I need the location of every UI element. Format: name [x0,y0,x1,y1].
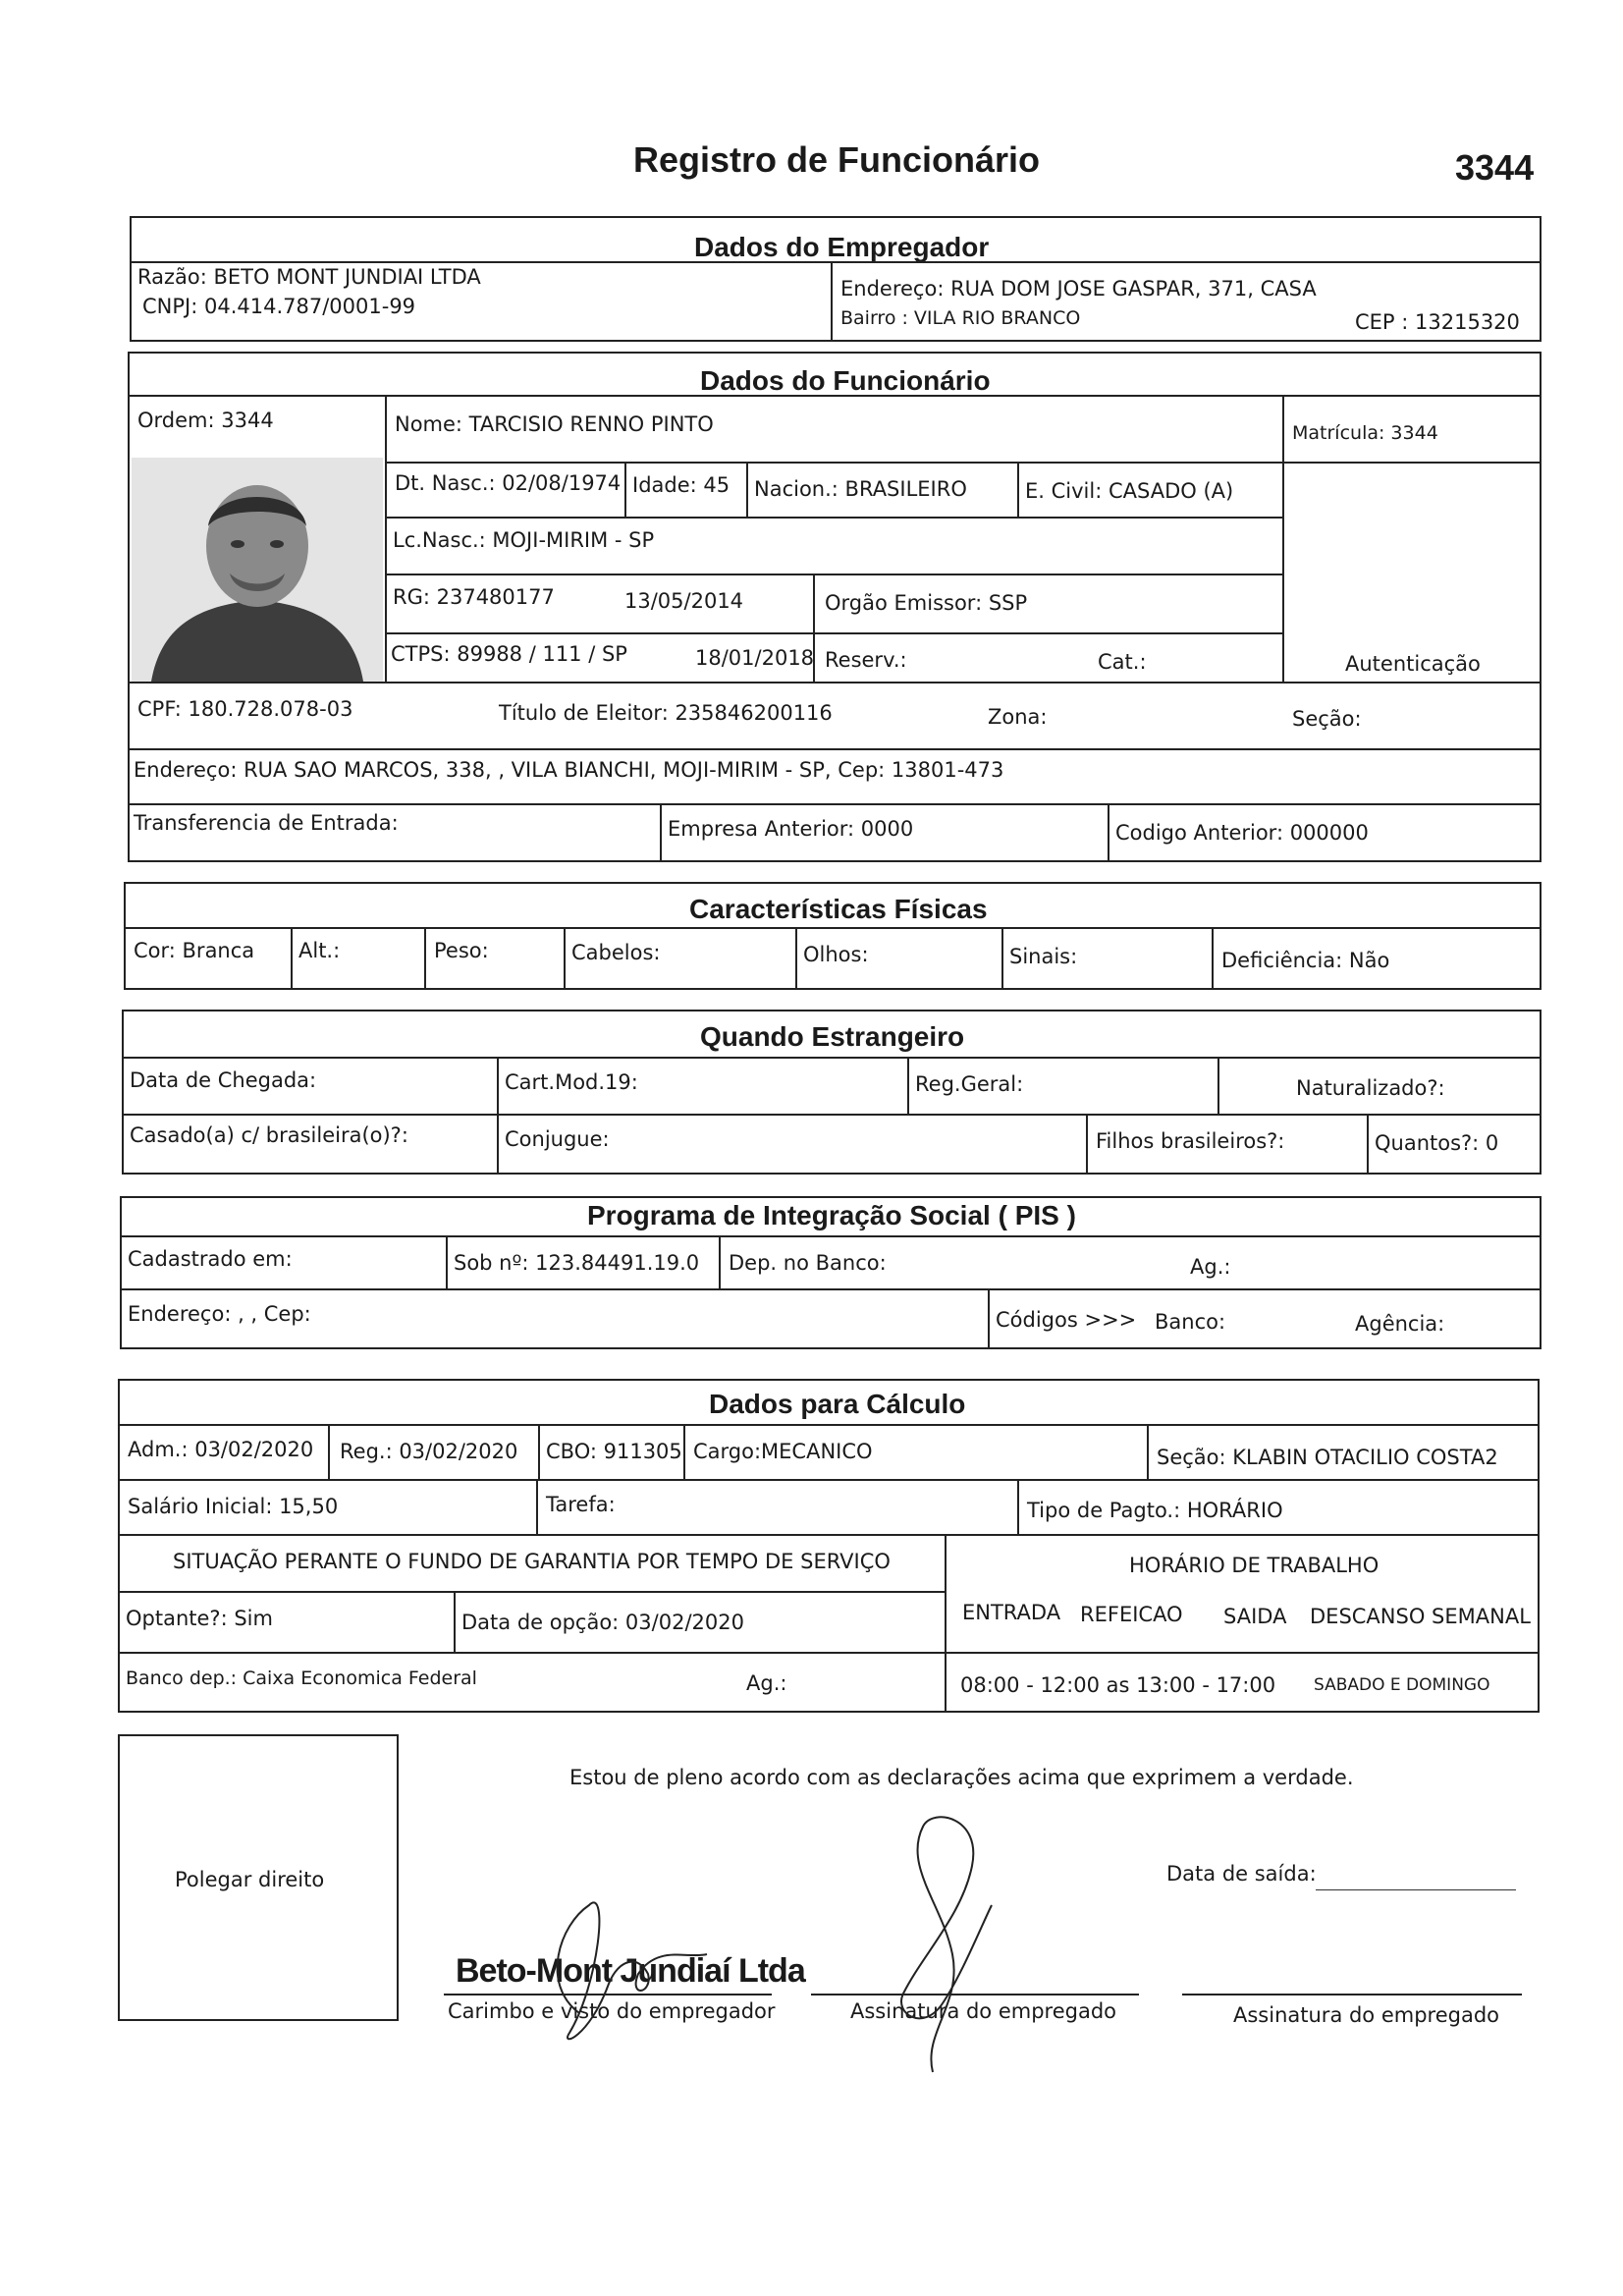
employee-transferencia: Transferencia de Entrada: [134,811,399,835]
employee-cat: Cat.: [1098,650,1147,674]
foreigner-reg-geral: Reg.Geral: [915,1072,1024,1096]
horario-saida-label: SAIDA [1223,1605,1287,1628]
fgts-optante: Optante?: Sim [126,1607,273,1630]
foreigner-section-title: Quando Estrangeiro [700,1021,965,1052]
employee-matricula: Matrícula: 3344 [1292,422,1438,444]
horario-title: HORÁRIO DE TRABALHO [1129,1554,1380,1577]
physical-olhos: Olhos: [803,943,869,966]
employer-stamp-name: Beto-Mont Jundiaí Ltda [456,1952,805,1990]
authentication-label: Autenticação [1345,652,1481,676]
employee-titulo-eleitor: Título de Eleitor: 235846200116 [499,701,833,725]
thumbprint-label: Polegar direito [175,1868,325,1891]
employee-signature [864,1807,1021,2082]
employee-signature-label-1: Assinatura do empregado [850,1999,1117,2023]
foreigner-quantos: Quantos?: 0 [1375,1131,1499,1155]
exit-date-label: Data de saída: [1166,1862,1317,1886]
employee-estado-civil: E. Civil: CASADO (A) [1025,479,1234,503]
employee-nacionalidade: Nacion.: BRASILEIRO [754,477,967,501]
physical-sinais: Sinais: [1009,945,1078,968]
foreigner-data-chegada: Data de Chegada: [130,1068,317,1092]
physical-cor: Cor: Branca [134,939,255,962]
foreigner-casado: Casado(a) c/ brasileira(o)?: [130,1123,408,1147]
employee-ordem: Ordem: 3344 [137,409,274,432]
pis-ag: Ag.: [1190,1255,1231,1279]
employee-ctps-date: 18/01/2018 [695,646,815,670]
employee-orgao-emissor: Orgão Emissor: SSP [825,591,1028,615]
employee-secao: Seção: [1292,707,1362,731]
calc-section-title: Dados para Cálculo [709,1389,966,1419]
horario-value: 08:00 - 12:00 as 13:00 - 17:00 [960,1673,1276,1697]
employee-empresa-anterior: Empresa Anterior: 0000 [668,817,914,841]
document-title: Registro de Funcionário [633,139,1041,180]
employer-signature [501,1866,717,2052]
declaration-text: Estou de pleno acordo com as declarações acima que exprimem a verdade. [569,1766,1354,1789]
employer-section-title: Dados do Empregador [694,232,990,262]
calc-secao: Seção: KLABIN OTACILIO COSTA2 [1157,1446,1498,1469]
pis-agencia: Agência: [1355,1312,1445,1336]
physical-peso: Peso: [434,939,489,962]
employee-reserv: Reserv.: [825,648,907,672]
foreigner-naturalizado: Naturalizado?: [1296,1076,1445,1100]
foreigner-filhos: Filhos brasileiros?: [1096,1129,1285,1153]
horario-refeicao-label: REFEICAO [1080,1603,1183,1626]
physical-deficiencia: Deficiência: Não [1221,949,1390,972]
employee-rg: RG: 237480177 [393,585,555,609]
calc-cargo: Cargo:MECANICO [693,1440,873,1463]
calc-admissao: Adm.: 03/02/2020 [128,1438,314,1461]
pis-codigos: Códigos >>> [996,1308,1137,1332]
employee-section-title: Dados do Funcionário [700,365,991,396]
employee-dt-nasc: Dt. Nasc.: 02/08/1974 [395,471,622,495]
employee-codigo-anterior: Codigo Anterior: 000000 [1115,821,1369,845]
calc-section [118,1379,1540,1713]
pis-sob-numero: Sob nº: 123.84491.19.0 [454,1251,700,1275]
employee-idade: Idade: 45 [632,473,730,497]
pis-dep-banco: Dep. no Banco: [729,1251,887,1275]
employer-cnpj: CNPJ: 04.414.787/0001-99 [142,295,416,318]
foreigner-conjugue: Conjugue: [505,1127,610,1151]
physical-altura: Alt.: [298,939,341,962]
pis-address: Endereço: , , Cep: [128,1302,311,1326]
employee-signature-label-2: Assinatura do empregado [1233,2003,1500,2027]
pis-section-title: Programa de Integração Social ( PIS ) [587,1200,1076,1230]
employee-name: Nome: TARCISIO RENNO PINTO [395,412,714,436]
fgts-title: SITUAÇÃO PERANTE O FUNDO DE GARANTIA POR TEMPO DE SERVIÇO [173,1550,891,1573]
calc-cbo: CBO: 911305 [546,1440,682,1463]
horario-entrada-label: ENTRADA [962,1601,1061,1624]
horario-dias: SABADO E DOMINGO [1314,1675,1490,1695]
employee-zona: Zona: [988,705,1048,729]
calc-tipo-pagto: Tipo de Pagto.: HORÁRIO [1027,1499,1283,1522]
employee-local-nascimento: Lc.Nasc.: MOJI-MIRIM - SP [393,528,655,552]
calc-salario: Salário Inicial: 15,50 [128,1495,339,1518]
exit-date-line [1316,1889,1516,1890]
employee-rg-date: 13/05/2014 [624,589,744,613]
employee-address: Endereço: RUA SAO MARCOS, 338, , VILA BIANCHI, MOJI-MIRIM - SP, Cep: 13801-473 [134,758,1004,782]
physical-section-title: Características Físicas [689,894,988,924]
employer-address: Endereço: RUA DOM JOSE GASPAR, 371, CASA [840,277,1317,301]
calc-tarefa: Tarefa: [546,1493,616,1516]
employer-stamp-label: Carimbo e visto do empregador [448,1999,776,2023]
employee-photo [132,458,383,682]
registration-number: 3344 [1455,147,1535,188]
fgts-ag: Ag.: [746,1671,787,1695]
employer-bairro: Bairro : VILA RIO BRANCO [840,307,1081,329]
fgts-data-opcao: Data de opção: 03/02/2020 [461,1611,744,1634]
foreigner-cart-mod: Cart.Mod.19: [505,1070,638,1094]
fgts-banco-dep: Banco dep.: Caixa Economica Federal [126,1667,477,1689]
calc-registro: Reg.: 03/02/2020 [340,1440,518,1463]
pis-cadastrado: Cadastrado em: [128,1247,293,1271]
physical-cabelos: Cabelos: [571,941,661,964]
pis-banco: Banco: [1155,1310,1226,1334]
employee-ctps: CTPS: 89988 / 111 / SP [391,642,627,666]
horario-descanso-label: DESCANSO SEMANAL [1310,1605,1531,1628]
employer-cep: CEP : 13215320 [1355,310,1520,334]
employee-cpf: CPF: 180.728.078-03 [137,697,353,721]
employer-razao: Razão: BETO MONT JUNDIAI LTDA [137,265,481,289]
